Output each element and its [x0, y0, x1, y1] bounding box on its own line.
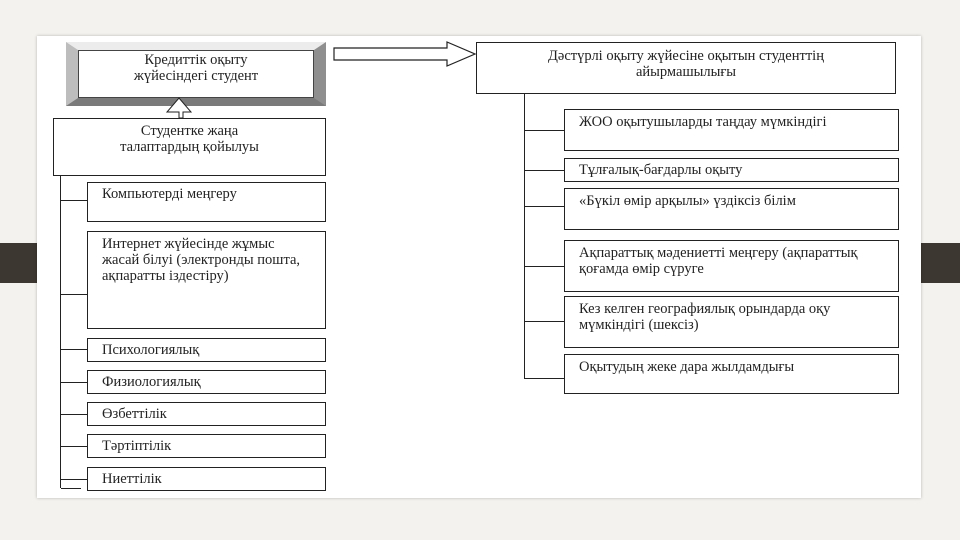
- right-arrow-icon: [334, 42, 475, 66]
- right-item-choose-teachers: ЖОО оқытушыларды таңдау мүмкіндігі: [564, 109, 899, 151]
- left-item-computer: Компьютерді меңгеру: [87, 182, 326, 222]
- right-item-individual-pace: Оқытудың жеке дара жылдамдығы: [564, 354, 899, 394]
- left-item-independence: Өзбеттілік: [87, 402, 326, 426]
- left-item-internet: Интернет жүйесінде жұмыс жасай білуі (электронды пошта, ақпаратты іздестіру): [87, 231, 326, 329]
- left-trunk: [60, 176, 61, 488]
- up-arrow-icon: [167, 98, 191, 118]
- differences-box: Дәстүрлі оқыту жүйесіне оқытын студенттің айырмашылығы: [476, 42, 896, 94]
- right-trunk: [524, 94, 525, 378]
- root-label: Кредиттік оқыту жүйесіндегі студент: [133, 52, 259, 84]
- left-item-discipline: Тәртіптілік: [87, 434, 326, 458]
- slide: [37, 36, 921, 498]
- requirements-box: Студентке жаңа талаптардың қойылуы: [53, 118, 326, 176]
- right-item-personal-oriented: Тұлғалық-бағдарлы оқыту: [564, 158, 899, 182]
- left-item-intention: Ниеттілік: [87, 467, 326, 491]
- right-item-info-culture: Ақпараттық мәдениетті меңгеру (ақпараттық қоғамда өмір сүруге: [564, 240, 899, 292]
- right-item-any-location: Кез келген географиялық орындарда оқу мүмкіндігі (шексіз): [564, 296, 899, 348]
- left-item-psychological: Психологиялық: [87, 338, 326, 362]
- left-item-physiological: Физиологиялық: [87, 370, 326, 394]
- right-item-lifelong: «Бүкіл өмір арқылы» үздіксіз білім: [564, 188, 899, 230]
